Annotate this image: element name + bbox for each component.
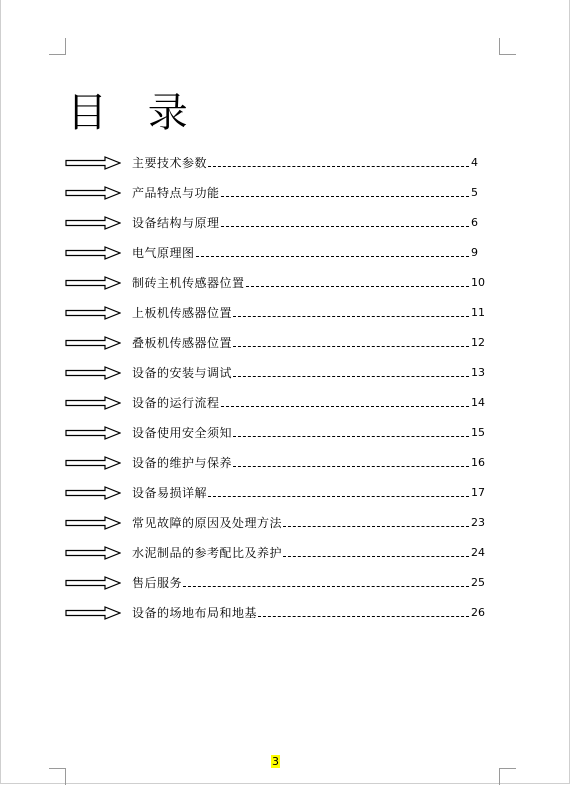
right-arrow-icon <box>65 366 121 380</box>
toc-entry-page: 9 <box>471 246 478 259</box>
toc-entry-page: 6 <box>471 216 478 229</box>
toc-leader-dots <box>283 526 469 527</box>
toc-entry-page: 15 <box>471 426 485 439</box>
right-arrow-icon <box>65 426 121 440</box>
toc-entry[interactable] <box>65 568 485 598</box>
margin-corner-top-right <box>499 38 516 55</box>
toc-entry-label: 上板机传感器位置 <box>132 306 233 320</box>
toc-entry-page: 16 <box>471 456 485 469</box>
toc-leader-dots <box>246 286 469 287</box>
right-arrow-icon <box>65 216 121 230</box>
toc-entry-label: 设备的安装与调试 <box>132 366 233 380</box>
toc-entry-page: 11 <box>471 306 485 319</box>
toc-leader-dots <box>221 226 469 227</box>
toc-leader-dots <box>221 196 469 197</box>
right-arrow-icon <box>65 606 121 620</box>
toc-entry-page: 14 <box>471 396 485 409</box>
page-title: 目 录 <box>67 90 202 136</box>
right-arrow-icon <box>65 576 121 590</box>
right-arrow-icon <box>65 276 121 290</box>
toc-leader-dots <box>208 166 469 167</box>
toc-entry-page: 25 <box>471 576 485 589</box>
toc-leader-dots <box>233 316 469 317</box>
toc-entry[interactable] <box>65 238 485 268</box>
right-arrow-icon <box>65 396 121 410</box>
toc-entry-page: 10 <box>471 276 485 289</box>
toc-entry-label: 设备的场地布局和地基 <box>132 606 258 620</box>
toc-leader-dots <box>258 616 469 617</box>
toc-entry[interactable] <box>65 448 485 478</box>
right-arrow-icon <box>65 156 121 170</box>
toc-entry-page: 24 <box>471 546 485 559</box>
margin-corner-bottom-right <box>499 768 516 785</box>
toc-entry[interactable] <box>65 328 485 358</box>
toc-entry[interactable] <box>65 298 485 328</box>
toc-entry[interactable] <box>65 478 485 508</box>
toc-entry-page: 12 <box>471 336 485 349</box>
toc-entry-label: 水泥制品的参考配比及养护 <box>132 546 283 560</box>
toc-leader-dots <box>283 556 469 557</box>
toc-entry-label: 常见故障的原因及处理方法 <box>132 516 283 530</box>
toc-entry-label: 叠板机传感器位置 <box>132 336 233 350</box>
toc-entry-page: 23 <box>471 516 485 529</box>
toc-entry[interactable] <box>65 148 485 178</box>
toc-entry-page: 13 <box>471 366 485 379</box>
toc-entry-label: 设备的运行流程 <box>132 396 220 410</box>
toc-entry[interactable] <box>65 538 485 568</box>
right-arrow-icon <box>65 336 121 350</box>
right-arrow-icon <box>65 306 121 320</box>
toc-leader-dots <box>221 406 469 407</box>
right-arrow-icon <box>65 456 121 470</box>
toc-entry-page: 26 <box>471 606 485 619</box>
margin-corner-top-left <box>49 38 66 55</box>
toc-entry-label: 电气原理图 <box>132 246 195 260</box>
toc-leader-dots <box>233 376 469 377</box>
toc-entry-label: 设备使用安全须知 <box>132 426 233 440</box>
toc-entry-label: 设备结构与原理 <box>132 216 220 230</box>
toc-entry-page: 5 <box>471 186 478 199</box>
toc-entry[interactable] <box>65 598 485 628</box>
right-arrow-icon <box>65 546 121 560</box>
toc-entry[interactable] <box>65 178 485 208</box>
toc-entry-label: 主要技术参数 <box>132 156 208 170</box>
toc-entry-label: 制砖主机传感器位置 <box>132 276 245 290</box>
toc-entry-label: 设备易损详解 <box>132 486 208 500</box>
toc-entry-label: 产品特点与功能 <box>132 186 220 200</box>
margin-corner-bottom-left <box>49 768 66 785</box>
table-of-contents <box>65 148 485 628</box>
toc-entry[interactable] <box>65 388 485 418</box>
right-arrow-icon <box>65 516 121 530</box>
right-arrow-icon <box>65 486 121 500</box>
toc-entry-label: 售后服务 <box>132 576 183 590</box>
toc-leader-dots <box>233 436 469 437</box>
toc-entry[interactable] <box>65 268 485 298</box>
toc-leader-dots <box>196 256 469 257</box>
toc-entry-page: 4 <box>471 156 478 169</box>
right-arrow-icon <box>65 186 121 200</box>
toc-leader-dots <box>208 496 469 497</box>
page-number: 3 <box>272 755 279 768</box>
toc-entry[interactable] <box>65 208 485 238</box>
right-arrow-icon <box>65 246 121 260</box>
toc-leader-dots <box>183 586 469 587</box>
toc-entry[interactable] <box>65 508 485 538</box>
toc-leader-dots <box>233 466 469 467</box>
toc-entry[interactable] <box>65 358 485 388</box>
toc-leader-dots <box>233 346 469 347</box>
toc-entry-page: 17 <box>471 486 485 499</box>
toc-entry[interactable] <box>65 418 485 448</box>
toc-entry-label: 设备的维护与保养 <box>132 456 233 470</box>
